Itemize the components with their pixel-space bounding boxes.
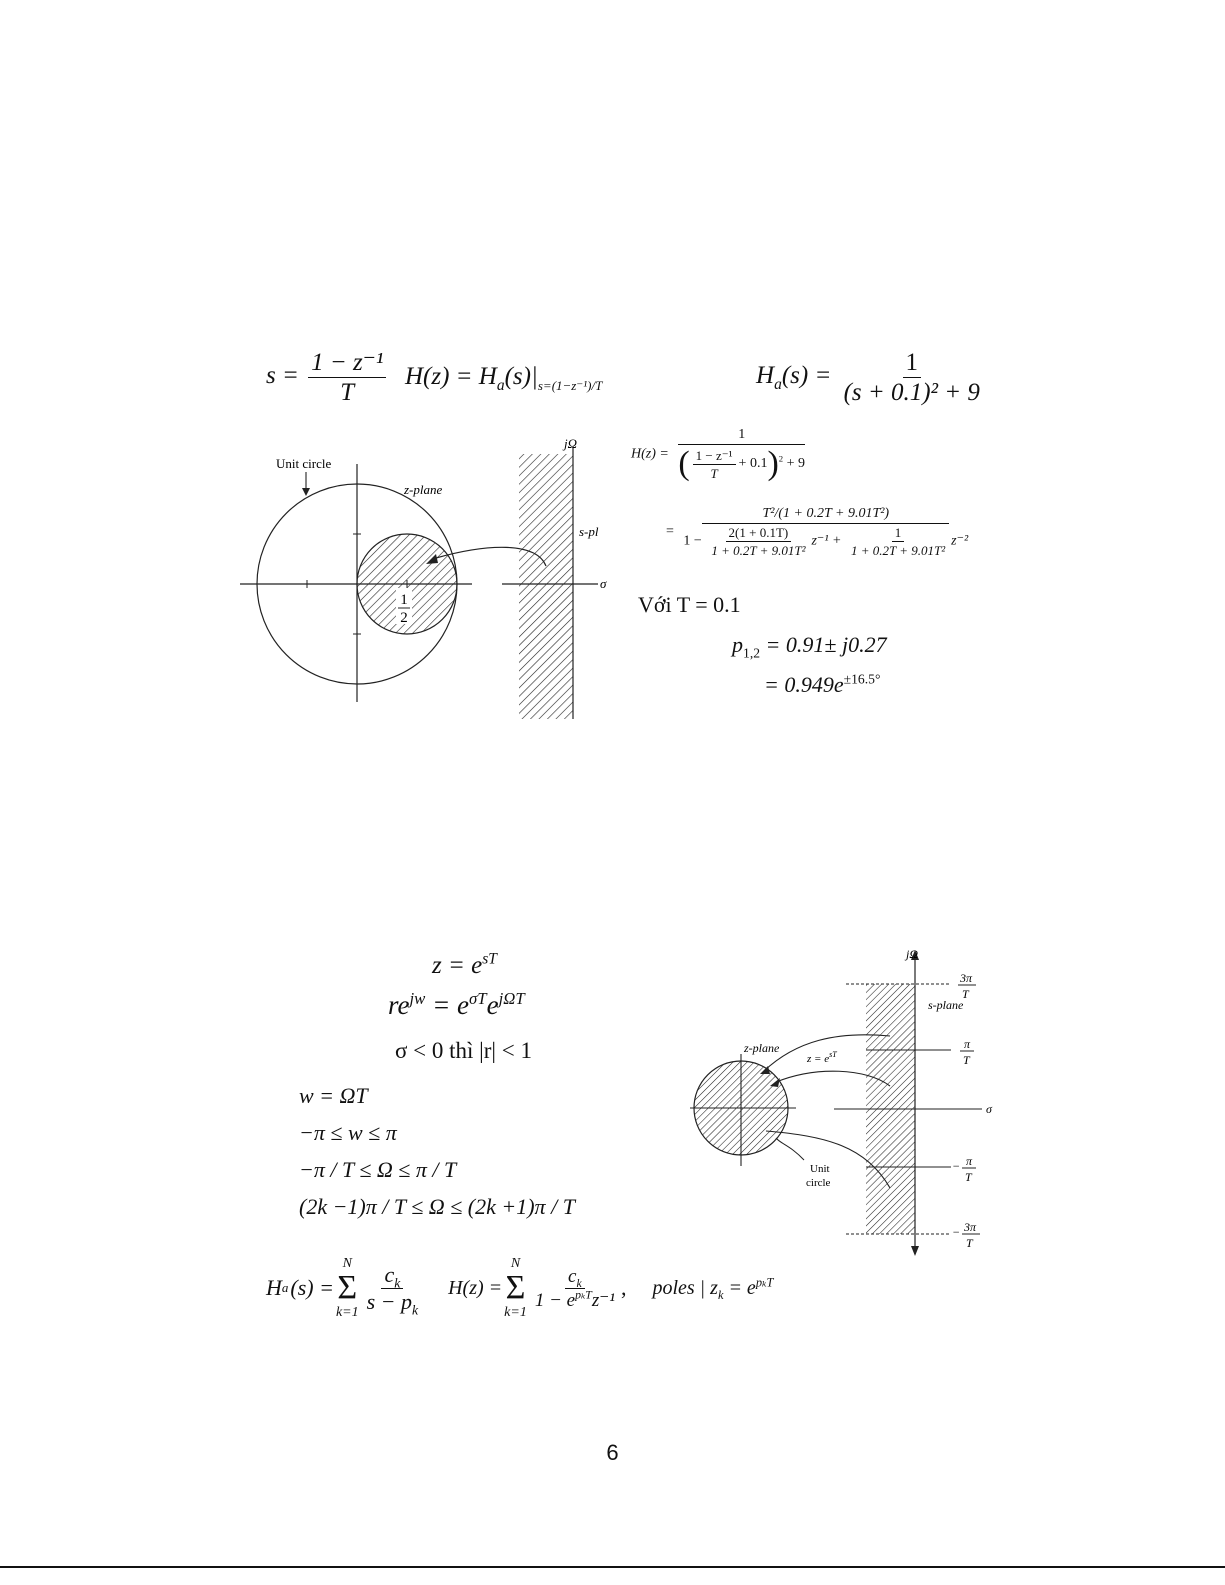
half-den: 2 xyxy=(400,610,408,626)
hz-num: 1 xyxy=(678,428,805,445)
tick-3pi: 3π xyxy=(960,971,973,985)
s-lhs: s = xyxy=(266,362,299,390)
hz-lhs: H(z) = xyxy=(631,446,669,462)
z-s-plane-mapping-diagram xyxy=(236,436,626,724)
frac2-den: 1 − e xyxy=(534,1289,576,1311)
tick-neg-3pi: 3π xyxy=(964,1220,977,1234)
tick-neg-3pi-T: T xyxy=(966,1236,973,1250)
j-omega-label-2: jΩ xyxy=(906,947,919,961)
hz-substituted-equation xyxy=(631,428,811,481)
poles-lhs: p xyxy=(732,632,743,657)
tick-3pi-T: T xyxy=(962,987,969,1001)
s-plane-label-2: s-plane xyxy=(928,998,964,1012)
poles-value: = 0.91± j0.27 xyxy=(765,632,887,657)
s-plane-label: s-pl xyxy=(579,524,599,539)
frac1-den-sub: k xyxy=(412,1302,419,1318)
z-plane-label-2: z-plane xyxy=(744,1041,780,1055)
comma: , xyxy=(620,1275,627,1301)
sum-symbol-1: N Σ k=1 xyxy=(335,1256,359,1321)
sum2-bot: k=1 xyxy=(504,1305,527,1321)
omega-range: −π / T ≤ Ω ≤ π / T xyxy=(299,1157,457,1182)
rejw-exp2: σT xyxy=(469,989,487,1008)
frac1-den: s − p xyxy=(366,1288,413,1314)
ha-equation xyxy=(756,350,986,405)
hz-mapping-equation xyxy=(405,363,603,394)
poles-polar-equation xyxy=(764,671,881,697)
poles-equation xyxy=(732,632,887,661)
poles-polar-exp: ±16.5° xyxy=(843,671,881,687)
hz-map-sub: a xyxy=(496,377,505,394)
ha-denominator: (s + 0.1)² + 9 xyxy=(843,379,980,406)
hz-den-plus: + 9 xyxy=(786,456,806,472)
hz-map-tail: (s)| xyxy=(504,363,538,390)
hz-den: ( $\frac{\text{1 − z⁻¹}}{T}$ + 0.1)$^2$ + 9 xyxy=(678,445,806,482)
tick-pi: π xyxy=(964,1037,971,1051)
sum1-top: N xyxy=(342,1256,352,1271)
z-est-label: $z = e^{sT}$ xyxy=(807,1050,837,1065)
z-est: z = e xyxy=(432,952,483,979)
rejw-e3: e xyxy=(486,990,499,1020)
frac1-num: c xyxy=(384,1261,395,1287)
s-numerator: 1 − z⁻¹ xyxy=(308,350,386,378)
tick-neg-pi-T: T xyxy=(965,1170,972,1184)
poles-text: poles | z xyxy=(652,1277,718,1300)
s-denominator: T xyxy=(340,379,355,406)
rejw-equation xyxy=(388,989,525,1020)
tick-neg-sign: − xyxy=(952,1159,961,1173)
ha-bottom: H xyxy=(266,1275,282,1301)
ha-sub: a xyxy=(774,376,782,394)
w-range: −π ≤ w ≤ π xyxy=(299,1120,397,1145)
hz-map-text: H(z) = H xyxy=(405,363,497,390)
hz-bottom: H(z) = xyxy=(448,1277,503,1300)
s-substitution-equation xyxy=(266,350,389,405)
eq2-zm1: z⁻¹ + xyxy=(811,533,842,549)
sigma-condition: σ < 0 thì |r| < 1 xyxy=(395,1038,532,1063)
rejw-mid: = e xyxy=(432,990,470,1020)
page-number: 6 xyxy=(606,1440,619,1465)
bottom-rule xyxy=(0,1566,1225,1568)
sum2-top: N xyxy=(510,1256,521,1271)
frac2-den-tail: z⁻¹ xyxy=(591,1289,615,1311)
eq2-one: 1 − xyxy=(683,533,702,549)
hz-map-eval: s=(1−z⁻¹)/T xyxy=(537,378,603,393)
eq2-f1-den: 1 + 0.2T + 9.01T² xyxy=(711,543,806,558)
poles-exp: pₖT xyxy=(755,1275,774,1290)
rejw-exp3: jΩT xyxy=(498,989,525,1008)
ha-lhs: H xyxy=(756,362,775,390)
half-num: 1 xyxy=(400,592,408,608)
with-t-label: Với T = 0.1 xyxy=(638,592,741,617)
hz-den-tail: + 0.1 xyxy=(738,456,768,472)
j-omega-label: jΩ xyxy=(564,436,578,451)
eq2-numerator: T²/(1 + 0.2T + 9.01T²) xyxy=(702,507,949,524)
hz-den-sq: 2 xyxy=(778,453,784,464)
band-labels xyxy=(952,971,980,1250)
omega-k-range: (2k −1)π / T ≤ Ω ≤ (2k +1)π / T xyxy=(299,1194,575,1219)
tick-pi-T: T xyxy=(963,1053,970,1067)
s-plane-strip xyxy=(519,454,573,719)
sigma-label-2: σ xyxy=(986,1102,992,1116)
ha-bottom-mid: (s) = xyxy=(290,1275,334,1301)
w-equation: w = ΩT xyxy=(299,1083,368,1108)
z-est-exp: sT xyxy=(482,950,497,968)
frac2-num-sub: k xyxy=(576,1276,582,1290)
poles-eq: = e xyxy=(728,1277,756,1300)
circle-label: circle xyxy=(806,1177,831,1189)
ha-numerator: 1 xyxy=(903,350,922,378)
sigma-label: σ xyxy=(600,576,607,591)
eq2-zm2: z⁻² xyxy=(951,533,969,549)
rejw-exp: jw xyxy=(409,989,426,1008)
z-plane-label: z-plane xyxy=(404,482,443,497)
hz-den-inner-den: T xyxy=(710,465,718,481)
frac2-num: c xyxy=(568,1265,577,1287)
z-est-equation xyxy=(432,950,497,979)
ha-mid: (s) = xyxy=(781,362,832,390)
poles-text-sub: k xyxy=(717,1288,724,1303)
rejw-lhs: re xyxy=(388,990,410,1020)
poles-polar: = 0.949e xyxy=(764,672,844,697)
tick-neg3-sign: − xyxy=(952,1225,961,1239)
eq2-f2-num: 1 xyxy=(892,526,905,542)
impulse-invariance-mapping-diagram xyxy=(686,946,1006,1260)
eq2-f1-num: 2(1 + 0.1T) xyxy=(726,526,792,542)
hz-expanded-equation: = T²/(1 + 0.2T + 9.01T²) 1 − $\frac{2(1 + 0.1T)}{\text{1 + 0.2T + 9.01T²}}$ z⁻¹ + $\frac{1}{\text{1 + 0.2T + 9.01T²}}$ z⁻² xyxy=(666,507,974,557)
ha-partial-fraction: H a (s) = N Σ k=1 $\frac{c_k}{s - p_k}$ H(z) = N Σ k=1 $\frac{c_k}{1 - e^{p_kT}z^{-1}}$ , poles | $z_k = e^{p_kT}$ xyxy=(266,1256,774,1321)
frac2-den-exp: pₖT xyxy=(575,1288,592,1302)
eq2-denominator xyxy=(680,524,971,557)
unit-circle-label: Unit circle xyxy=(276,456,332,471)
sum1-bot: k=1 xyxy=(335,1305,359,1321)
unit-label: Unit xyxy=(810,1163,830,1175)
poles-sub: 1,2 xyxy=(743,645,761,661)
sum-symbol-2: N Σ k=1 xyxy=(504,1256,527,1321)
hz-den-inner-num: 1 − z⁻¹ xyxy=(693,449,736,465)
eq2-f2-den: 1 + 0.2T + 9.01T² xyxy=(850,543,946,558)
frac1-num-sub: k xyxy=(394,1275,401,1291)
tick-neg-pi: π xyxy=(966,1154,973,1168)
